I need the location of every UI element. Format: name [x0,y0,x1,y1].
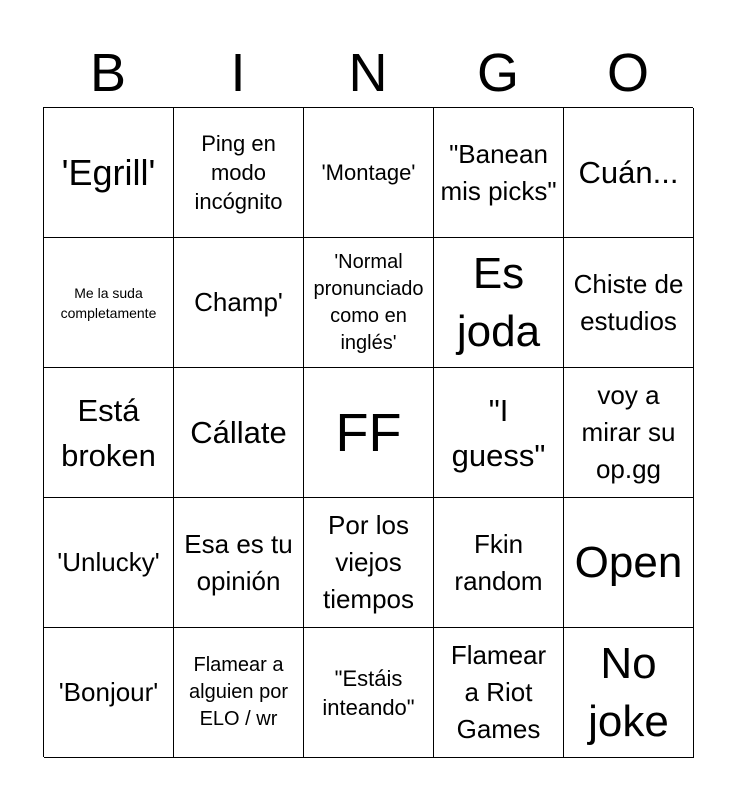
cell-text: voy a mirar su op.gg [581,380,676,484]
bingo-cell[interactable] [564,498,694,628]
cell-text: Cuán... [578,155,679,190]
bingo-cell[interactable] [44,628,174,758]
cell-text: "Estáis inteando" [322,665,415,720]
bingo-cell[interactable] [304,498,434,628]
cell-text: Fkin random [454,528,543,596]
cell-text: "Banean mis picks" [440,138,557,206]
cell-text: Está broken [61,392,156,473]
cell-text: 'Bonjour' [58,677,159,707]
bingo-cell[interactable] [434,108,564,238]
bingo-cell[interactable] [174,238,304,368]
header-letter-o: O [606,43,649,103]
bingo-cell[interactable] [564,238,694,368]
bingo-cell[interactable] [304,628,434,758]
cell-text: Chiste de estudios [573,268,684,336]
bingo-cell[interactable] [44,238,174,368]
bingo-cell[interactable] [44,498,174,628]
bingo-cell[interactable] [434,238,564,368]
cell-text: 'Montage' [321,160,416,185]
cell-text: 'Normal pronunciado como en inglés' [313,250,424,354]
cell-text: FF [335,402,402,463]
bingo-cell[interactable] [564,108,694,238]
bingo-cell[interactable] [44,108,174,238]
cell-text: Me la suda completamente [60,284,157,321]
bingo-cell[interactable] [564,628,694,758]
bingo-cell[interactable] [434,628,564,758]
bingo-cell[interactable] [304,368,434,498]
header-letter-i: I [230,43,246,103]
header-letter-n: N [348,43,388,103]
bingo-cell[interactable] [304,238,434,368]
cell-text: Flamear a Riot Games [450,640,547,744]
cell-text: Por los viejos tiempos [322,510,415,614]
cell-text: Open [574,537,683,587]
bingo-grid [43,107,693,757]
cell-text: Cállate [190,415,287,450]
cell-text: Ping en modo incógnito [194,131,283,214]
cell-text: "I guess" [451,392,546,473]
bingo-header [43,40,693,106]
header-letter-g: G [476,43,519,103]
bingo-cell[interactable] [44,368,174,498]
bingo-cell[interactable] [304,108,434,238]
header-letter-b: B [89,43,127,103]
cell-text: Esa es tu opinión [184,528,293,596]
bingo-cell[interactable] [564,368,694,498]
cell-text: 'Unlucky' [57,547,160,577]
cell-text: Champ' [194,287,283,317]
bingo-cell[interactable] [174,628,304,758]
cell-text: Flamear a alguien por ELO / wr [189,654,288,730]
bingo-cell[interactable] [174,498,304,628]
cell-text: Es joda [456,248,541,356]
bingo-cell[interactable] [434,368,564,498]
bingo-cell[interactable] [434,498,564,628]
cell-text: 'Egrill' [61,151,156,193]
bingo-cell[interactable] [174,368,304,498]
cell-text: No joke [588,638,669,746]
bingo-cell[interactable] [174,108,304,238]
